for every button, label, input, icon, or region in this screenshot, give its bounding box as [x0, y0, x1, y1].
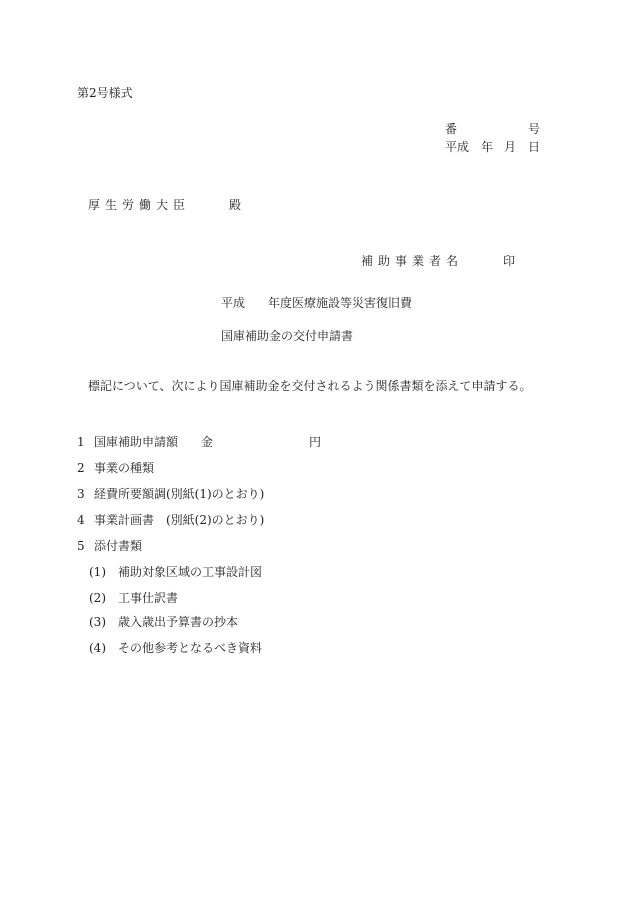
applicant-label: 補助事業者名 [361, 254, 464, 268]
attachment-number: (3) [89, 615, 106, 629]
item-text: 国庫補助申請額 [94, 435, 179, 449]
body-text: 標記について、次により国庫補助金を交付されるよう関係書類を添えて申請する。 [88, 379, 532, 393]
date-day: 日 [528, 140, 541, 154]
item-number: 4 [77, 513, 85, 527]
attachment-text: 工事仕訳書 [118, 591, 179, 605]
attachment-number: (1) [89, 565, 106, 579]
attachment-number: (4) [89, 641, 106, 655]
attachment-text: 歳入歳出予算書の抄本 [118, 615, 239, 629]
date-year: 年 [481, 140, 494, 154]
item-number: 3 [77, 487, 85, 501]
amount-prefix: 金 [201, 435, 214, 449]
number-label: 番 [445, 122, 458, 136]
title-line1: 年度医療施設等災害復旧費 [268, 296, 413, 310]
addressee-name: 厚生労働大臣 [88, 198, 191, 212]
date-era: 平成 [445, 140, 470, 154]
addressee-honorific: 殿 [229, 198, 242, 212]
item-text: 添付書類 [94, 539, 143, 553]
number-suffix: 号 [528, 122, 541, 136]
form-number: 第2号様式 [77, 86, 133, 100]
item-number: 2 [77, 461, 85, 475]
date-month: 月 [504, 140, 517, 154]
attachment-text: 補助対象区域の工事設計図 [118, 565, 263, 579]
item-text: 事業計画書 (別紙(2)のとおり) [94, 513, 265, 527]
item-number: 5 [77, 539, 85, 553]
item-text: 経費所要額調(別紙(1)のとおり) [94, 487, 265, 501]
title-era: 平成 [221, 296, 246, 310]
attachment-number: (2) [89, 591, 106, 605]
amount-unit: 円 [309, 435, 322, 449]
title-line2: 国庫補助金の交付申請書 [221, 329, 354, 343]
seal-mark: 印 [503, 254, 516, 268]
item-text: 事業の種類 [94, 461, 155, 475]
item-number: 1 [77, 435, 85, 449]
attachment-text: その他参考となるべき資料 [118, 641, 263, 655]
